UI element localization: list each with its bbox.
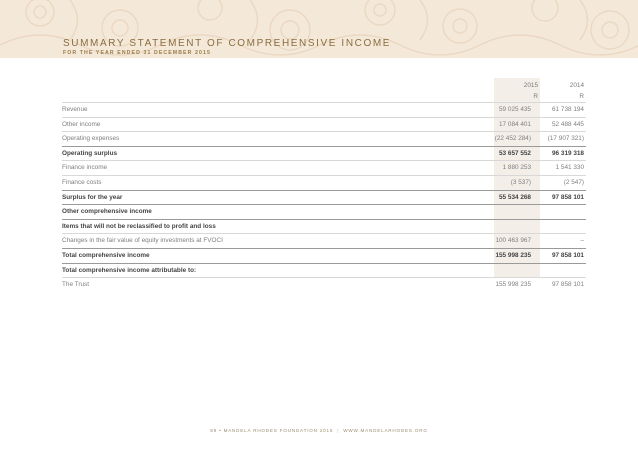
table-body [62, 102, 586, 292]
table-row [62, 160, 586, 175]
page-title: SUMMARY STATEMENT OF COMPREHENSIVE INCOME [63, 38, 392, 49]
value-2015: (22 452 284) [494, 135, 531, 143]
table-row [62, 175, 586, 190]
row-label: The Trust [62, 281, 89, 289]
row-label: Items that will not be reclassified to profit and loss [62, 222, 216, 230]
row-label: Total comprehensive income attributable to: [62, 266, 197, 274]
table-row [62, 219, 586, 234]
table-row [62, 277, 586, 292]
table-row [62, 131, 586, 146]
value-2015: 59 025 435 [499, 106, 531, 113]
row-label: Surplus for the year [62, 193, 123, 201]
row-label: Other comprehensive income [62, 208, 152, 216]
value-2014: (17 907 321) [547, 135, 584, 143]
value-2014: 97 858 101 [552, 193, 584, 201]
column-unit: R [579, 93, 584, 100]
income-statement-table [62, 78, 586, 292]
row-label: Finance costs [62, 178, 102, 186]
value-2015: 55 534 268 [499, 193, 531, 201]
footer-separator: | [337, 428, 340, 433]
row-label: Other income [62, 120, 101, 128]
column-unit: R [533, 93, 538, 100]
value-2014: 97 858 101 [552, 281, 584, 289]
value-2014: 96 319 318 [552, 149, 584, 157]
value-2014: 61 738 194 [552, 106, 584, 113]
row-label: Total comprehensive income [62, 251, 150, 259]
value-2014: (2 547) [563, 178, 584, 186]
page-subtitle: FOR THE YEAR ENDED 31 DECEMBER 2015 [63, 50, 211, 56]
value-2015: 53 657 552 [499, 149, 531, 157]
value-2014: 97 858 101 [552, 251, 584, 259]
value-2014: 1 541 330 [555, 164, 584, 172]
table-row [62, 263, 586, 278]
value-2015: (3 537) [510, 178, 531, 186]
table-header [62, 78, 586, 102]
value-2014: – [580, 237, 584, 245]
row-label: Operating expenses [62, 135, 120, 143]
table-row [62, 190, 586, 205]
value-2015: 1 880 253 [502, 164, 531, 172]
table-row [62, 233, 586, 248]
row-label: Changes in the fair value of equity investments at FVOCI [62, 237, 223, 245]
row-label: Revenue [62, 106, 88, 113]
row-label: Finance income [62, 164, 108, 172]
value-2015: 155 998 235 [495, 281, 531, 289]
value-2015: 100 463 967 [495, 237, 531, 245]
footer-page-info: 89 • MANDELA RHODES FOUNDATION 2015 [210, 428, 334, 433]
table-row [62, 204, 586, 219]
page-footer [0, 428, 638, 433]
value-2014: 52 488 445 [552, 120, 584, 128]
footer-website-link[interactable]: WWW.MANDELARHODES.ORG [343, 428, 428, 433]
row-label: Operating surplus [62, 149, 118, 157]
column-year: 2015 [523, 82, 538, 89]
table-row [62, 117, 586, 132]
table-row [62, 146, 586, 161]
column-year: 2014 [569, 82, 584, 89]
value-2015: 17 084 401 [499, 120, 531, 128]
table-row [62, 102, 586, 117]
value-2015: 155 998 235 [495, 251, 531, 259]
table-row [62, 248, 586, 263]
